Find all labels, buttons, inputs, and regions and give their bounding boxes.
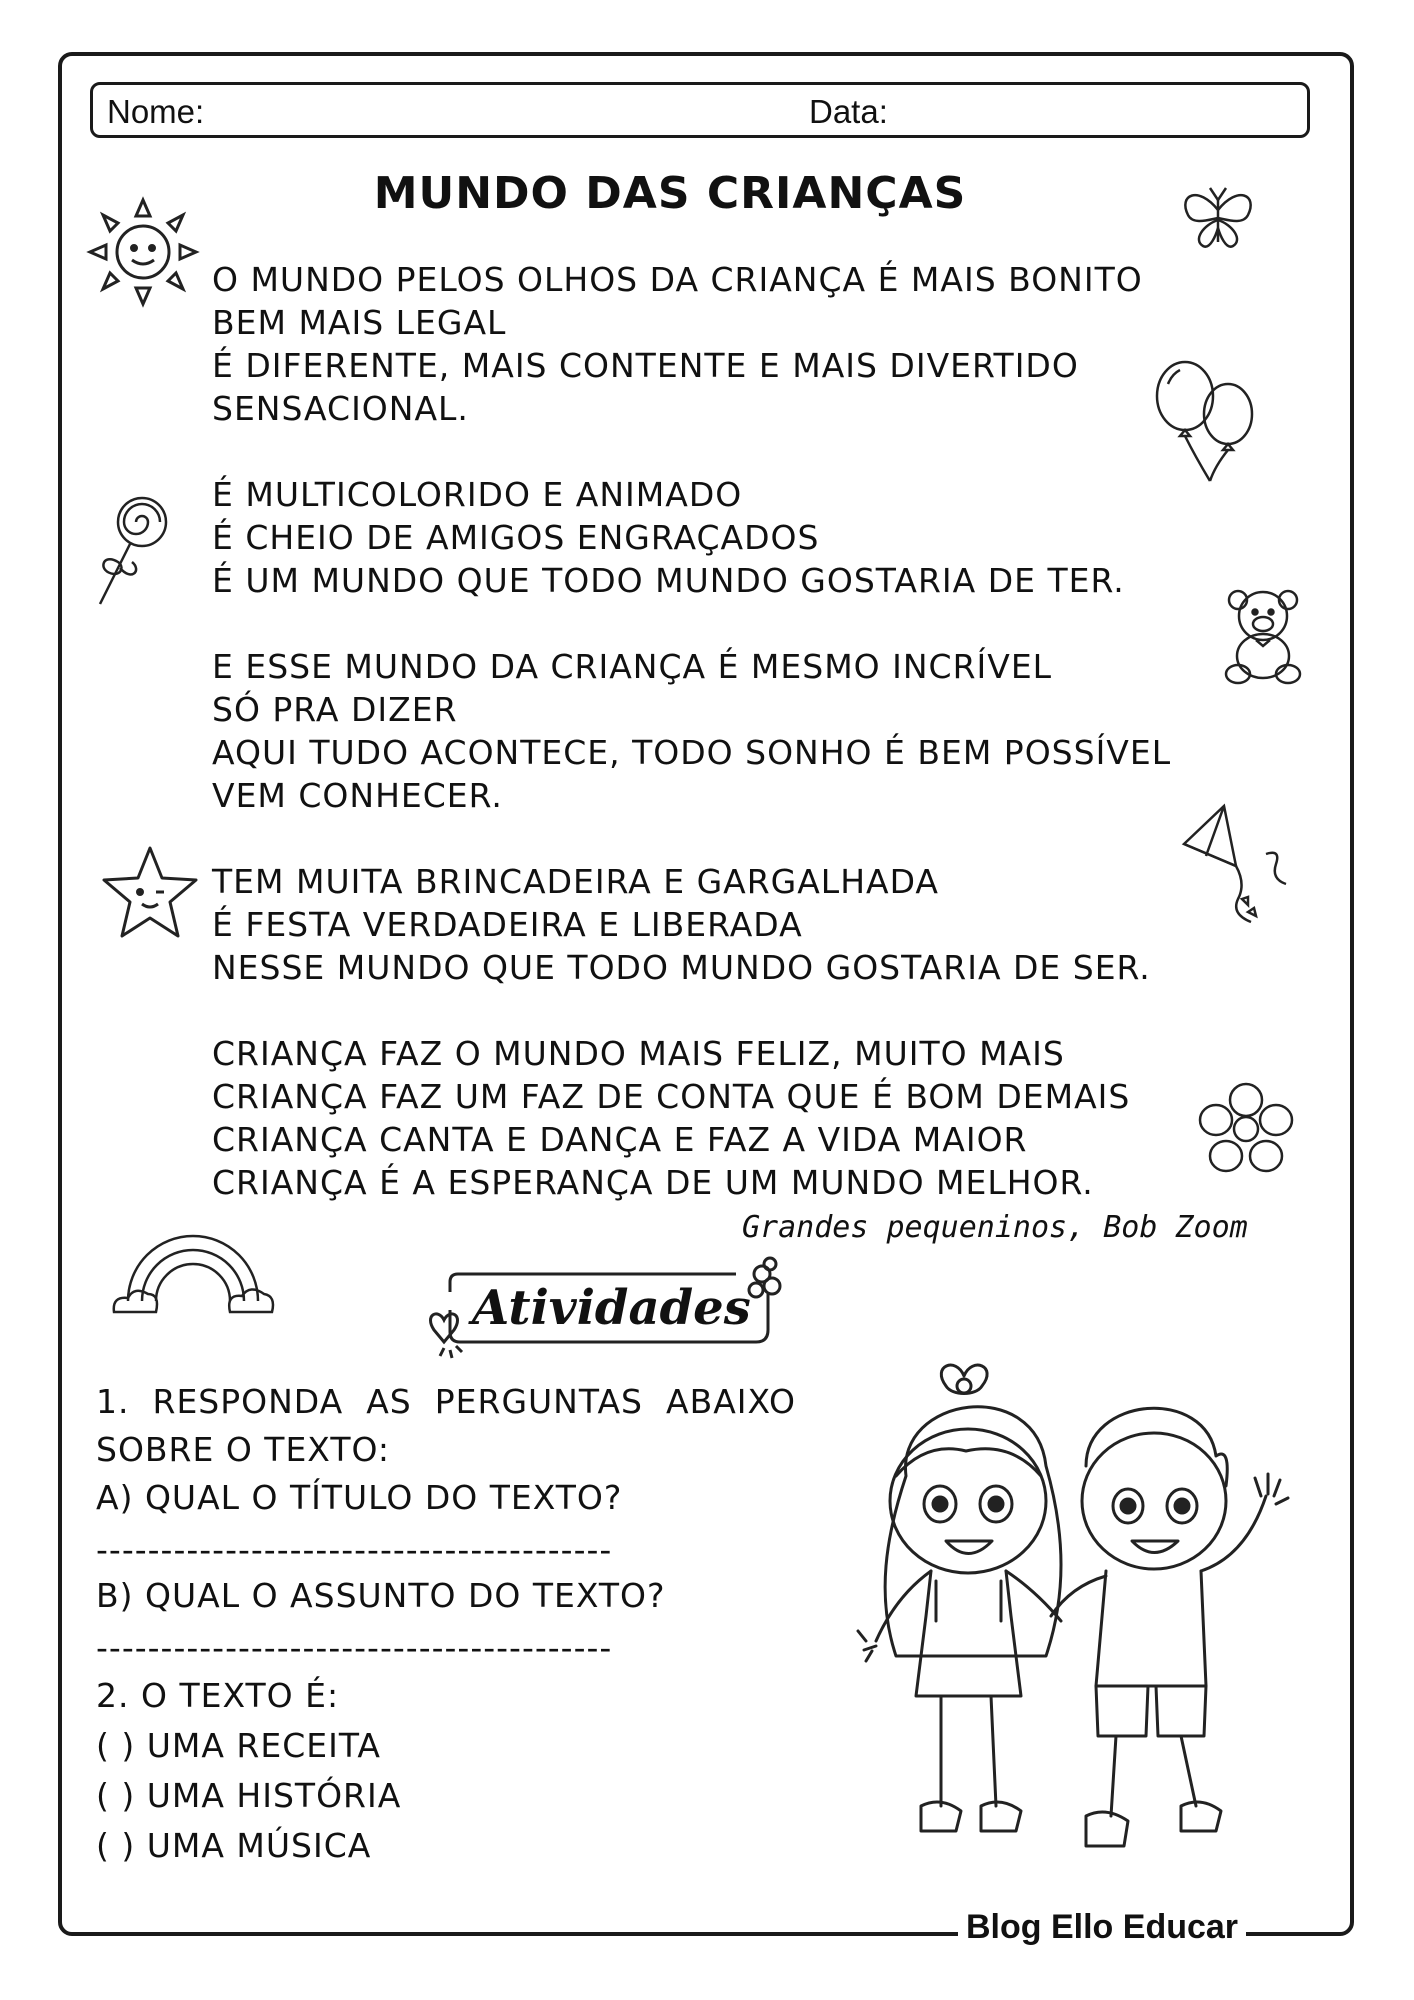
poem-line: TEM MUITA BRINCADEIRA E GARGALHADA [212,862,939,901]
lollipop-icon [92,492,172,612]
poem-text [212,258,1232,1247]
name-date-box [90,82,1310,138]
poem-line: SÓ PRA DIZER [212,690,458,729]
poem-line: O MUNDO PELOS OLHOS DA CRIANÇA É MAIS BONITO [212,260,1143,299]
footer-credit: Blog Ello Educar [958,1908,1246,1947]
star-icon [100,844,200,940]
date-label: Data: [809,93,888,130]
poem-line: CRIANÇA FAZ UM FAZ DE CONTA QUE É BOM DEMAIS [212,1077,1131,1116]
activities-heading: Atividades [472,1280,751,1336]
stanza [212,258,1232,430]
question-1-line-2: SOBRE O TEXTO: [96,1430,391,1469]
question-1a: A) QUAL O TÍTULO DO TEXTO? [96,1478,623,1517]
teddy-bear-icon [1218,586,1308,686]
poem-line: NESSE MUNDO QUE TODO MUNDO GOSTARIA DE SER. [212,948,1151,987]
children-illustration [836,1356,1346,1876]
poem-line: CRIANÇA FAZ O MUNDO MAIS FELIZ, MUITO MAIS [212,1034,1065,1073]
stanza [212,645,1232,817]
kite-icon [1176,804,1296,934]
poem-line: É FESTA VERDADEIRA E LIBERADA [212,905,803,944]
question-2: 2. O TEXTO É: [96,1676,340,1715]
option-historia[interactable]: ( ) UMA HISTÓRIA [96,1776,402,1815]
poem-line: CRIANÇA É A ESPERANÇA DE UM MUNDO MELHOR. [212,1163,1094,1202]
poem-line: É MULTICOLORIDO E ANIMADO [212,475,743,514]
poem-line: É DIFERENTE, MAIS CONTENTE E MAIS DIVERTIDO [212,346,1079,385]
boy-figure [1051,1408,1288,1846]
poem-line: CRIANÇA CANTA E DANÇA E FAZ A VIDA MAIOR [212,1120,1028,1159]
poem-line: BEM MAIS LEGAL [212,303,507,342]
flower-icon [1196,1084,1296,1174]
poem-line: VEM CONHECER. [212,776,503,815]
poem-line: SENSACIONAL. [212,389,469,428]
rainbow-icon [108,1216,278,1316]
question-1-line-1: 1. RESPONDA AS PERGUNTAS ABAIXO [96,1382,796,1421]
answer-line-b[interactable]: ---------------------------------------- [96,1628,613,1667]
butterfly-icon [1178,180,1258,260]
balloons-icon [1150,356,1260,486]
girl-figure [858,1365,1061,1831]
poem-author: Grandes pequeninos, Bob Zoom [742,1210,1248,1245]
stanza [212,860,1232,989]
question-1b: B) QUAL O ASSUNTO DO TEXTO? [96,1576,666,1615]
option-receita[interactable]: ( ) UMA RECEITA [96,1726,381,1765]
option-musica[interactable]: ( ) UMA MÚSICA [96,1826,372,1865]
poem-line: É UM MUNDO QUE TODO MUNDO GOSTARIA DE TER. [212,561,1125,600]
answer-line-a[interactable]: ---------------------------------------- [96,1530,613,1569]
poem-line: É CHEIO DE AMIGOS ENGRAÇADOS [212,518,820,557]
stanza [212,473,1232,602]
poem-line: E ESSE MUNDO DA CRIANÇA É MESMO INCRÍVEL [212,647,1053,686]
name-label: Nome: [107,93,205,130]
page-title: MUNDO DAS CRIANÇAS [373,168,967,219]
poem-line: AQUI TUDO ACONTECE, TODO SONHO É BEM POSSÍVEL [212,733,1172,772]
sun-icon [88,190,198,310]
stanza [212,1032,1232,1204]
